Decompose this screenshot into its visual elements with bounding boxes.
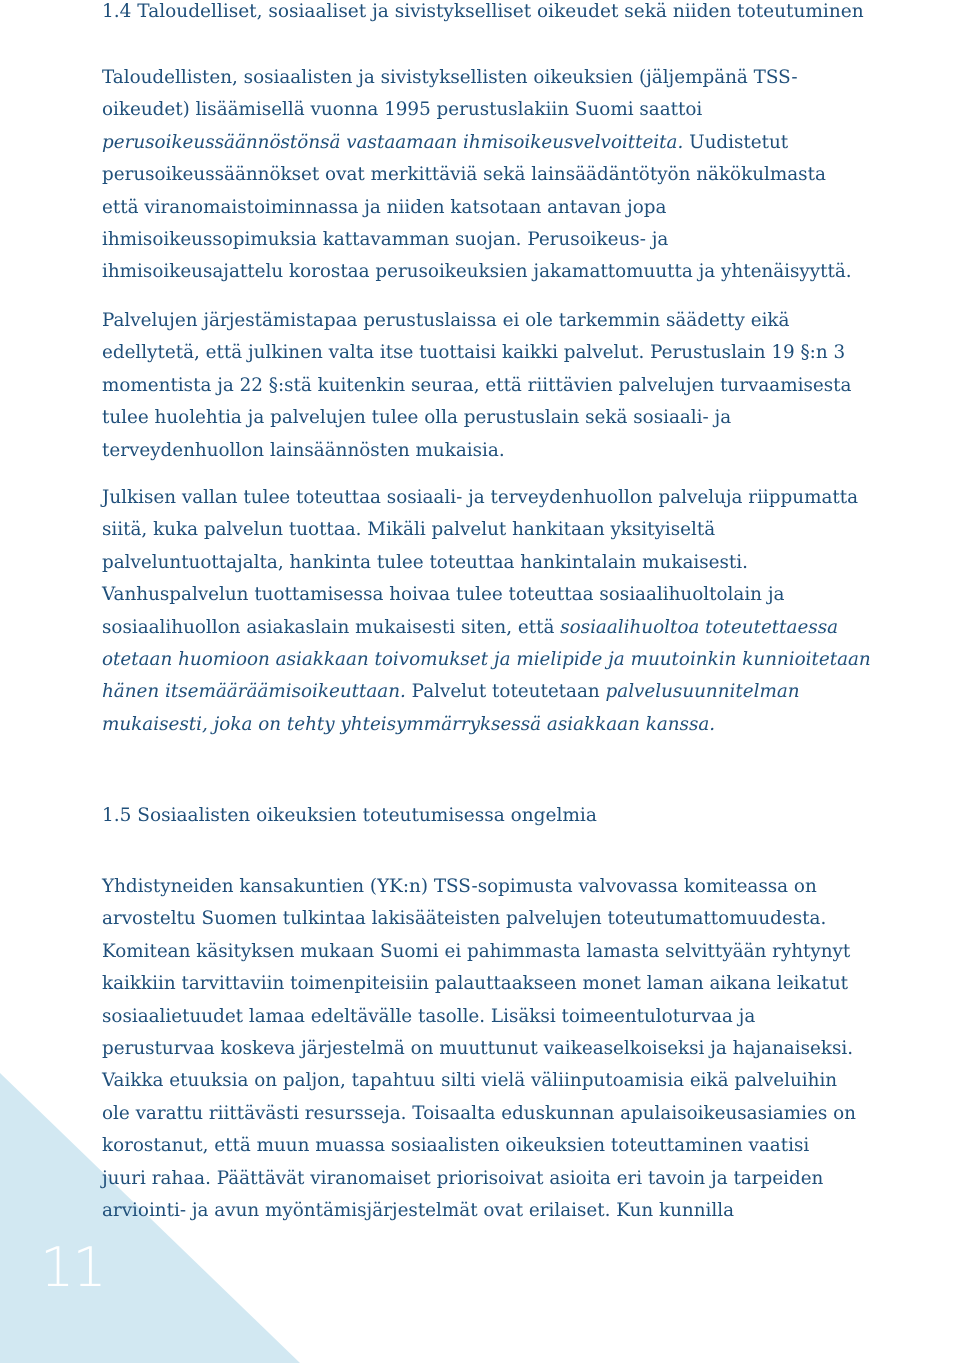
paragraph-service-organisation	[102, 305, 960, 467]
text-line: Yhdistyneiden kansakuntien (YK:n) TSS-sopimusta valvovassa komiteassa on	[102, 876, 817, 897]
text-line: terveydenhuollon lainsäännösten mukaisia.	[102, 439, 505, 461]
paragraph-tss-rights	[102, 62, 960, 289]
text-line: Vaikka etuuksia on paljon, tapahtuu silti vielä väliinputoamisia eikä palveluihin	[102, 1070, 838, 1092]
text-line: ihmisoikeusajattelu korostaa perusoikeuksien jakamattomuutta ja yhtenäisyyttä.	[102, 261, 852, 283]
text-line: momentista ja 22 §:stä kuitenkin seuraa, että riittävien palvelujen turvaamisesta	[102, 374, 852, 396]
section-heading-1-4: 1.4 Taloudelliset, sosiaaliset ja sivistykselliset oikeudet sekä niiden toteutuminen	[102, 1, 864, 22]
text-line: sosiaalietuudet lamaa edeltävälle tasolle. Lisäksi toimeentuloturvaa ja	[102, 1005, 756, 1027]
text-line: ole varattu riittävästi resursseja. Toisaalta eduskunnan apulaisoikeusasiamies on	[102, 1102, 856, 1124]
paragraph-public-authority	[102, 482, 960, 741]
text-line: korostanut, että muun muassa sosiaalisten oikeuksien toteuttaminen vaatisi	[102, 1135, 810, 1157]
text-line: perusturvaa koskeva järjestelmä on muuttunut vaikeaselkoiseksi ja hajanaiseksi.	[102, 1038, 854, 1060]
text-line: Taloudellisten, sosiaalisten ja sivistyksellisten oikeuksien (jäljempänä TSS-	[102, 67, 798, 88]
text-line: siitä, kuka palvelun tuottaa. Mikäli palvelut hankitaan yksityiseltä	[102, 519, 716, 541]
text-line: tulee huolehtia ja palvelujen tulee olla perustuslain sekä sosiaali- ja	[102, 407, 732, 429]
text-line: arvosteltu Suomen tulkintaa lakisääteisten palvelujen toteutumattomuudesta.	[102, 908, 827, 930]
text-line: ihmisoikeussopimuksia kattavamman suojan. Perusoikeus- ja	[102, 229, 669, 251]
paragraph-un-committee	[102, 871, 960, 1227]
text-line: mukaisesti, joka on tehty yhteisymmärryksessä asiakkaan kanssa.	[102, 713, 716, 735]
text-line: sosiaalihuollon asiakaslain mukaisesti siten, että sosiaalihuoltoa toteutettaessa	[102, 616, 839, 638]
section-heading-1-5: 1.5 Sosiaalisten oikeuksien toteutumisessa ongelmia	[102, 805, 597, 826]
text-line: arviointi- ja avun myöntämisjärjestelmät ovat erilaiset. Kun kunnilla	[102, 1200, 735, 1222]
text-line: Komitean käsityksen mukaan Suomi ei pahimmasta lamasta selvittyään ryhtynyt	[102, 940, 851, 962]
text-line: juuri rahaa. Päättävät viranomaiset priorisoivat asioita eri tavoin ja tarpeiden	[102, 1167, 824, 1189]
text-line: perusoikeussäännökset ovat merkittäviä sekä lainsäädäntötyön näkökulmasta	[102, 164, 826, 186]
text-line: otetaan huomioon asiakkaan toivomukset ja mielipide ja muutoinkin kunnioitetaan	[102, 649, 871, 671]
page-number: 11	[40, 1236, 105, 1299]
text-line: perusoikeussäännöstönsä vastaamaan ihmisoikeusvelvoitteita. Uudistetut	[102, 131, 789, 153]
text-line: palveluntuottajalta, hankinta tulee toteuttaa hankintalain mukaisesti.	[102, 551, 748, 573]
text-line: Palvelujen järjestämistapaa perustuslaissa ei ole tarkemmin säädetty eikä	[102, 310, 790, 331]
text-line: kaikkiin tarvittaviin toimenpiteisiin palauttaakseen monet laman aikana leikatut	[102, 973, 848, 995]
text-line: oikeudet) lisäämisellä vuonna 1995 perustuslakiin Suomi saattoi	[102, 99, 703, 121]
text-line: hänen itsemääräämisoikeuttaan. Palvelut toteutetaan palvelusuunnitelman	[102, 681, 800, 703]
text-line: että viranomaistoiminnassa ja niiden katsotaan antavan jopa	[102, 196, 667, 218]
text-line: edellytetä, että julkinen valta itse tuottaisi kaikki palvelut. Perustuslain 19 §:n 3	[102, 342, 846, 364]
text-line: Vanhuspalvelun tuottamisessa hoivaa tulee toteuttaa sosiaalihuoltolain ja	[102, 584, 785, 606]
text-line: Julkisen vallan tulee toteuttaa sosiaali- ja terveydenhuollon palveluja riippumatta	[102, 487, 859, 508]
